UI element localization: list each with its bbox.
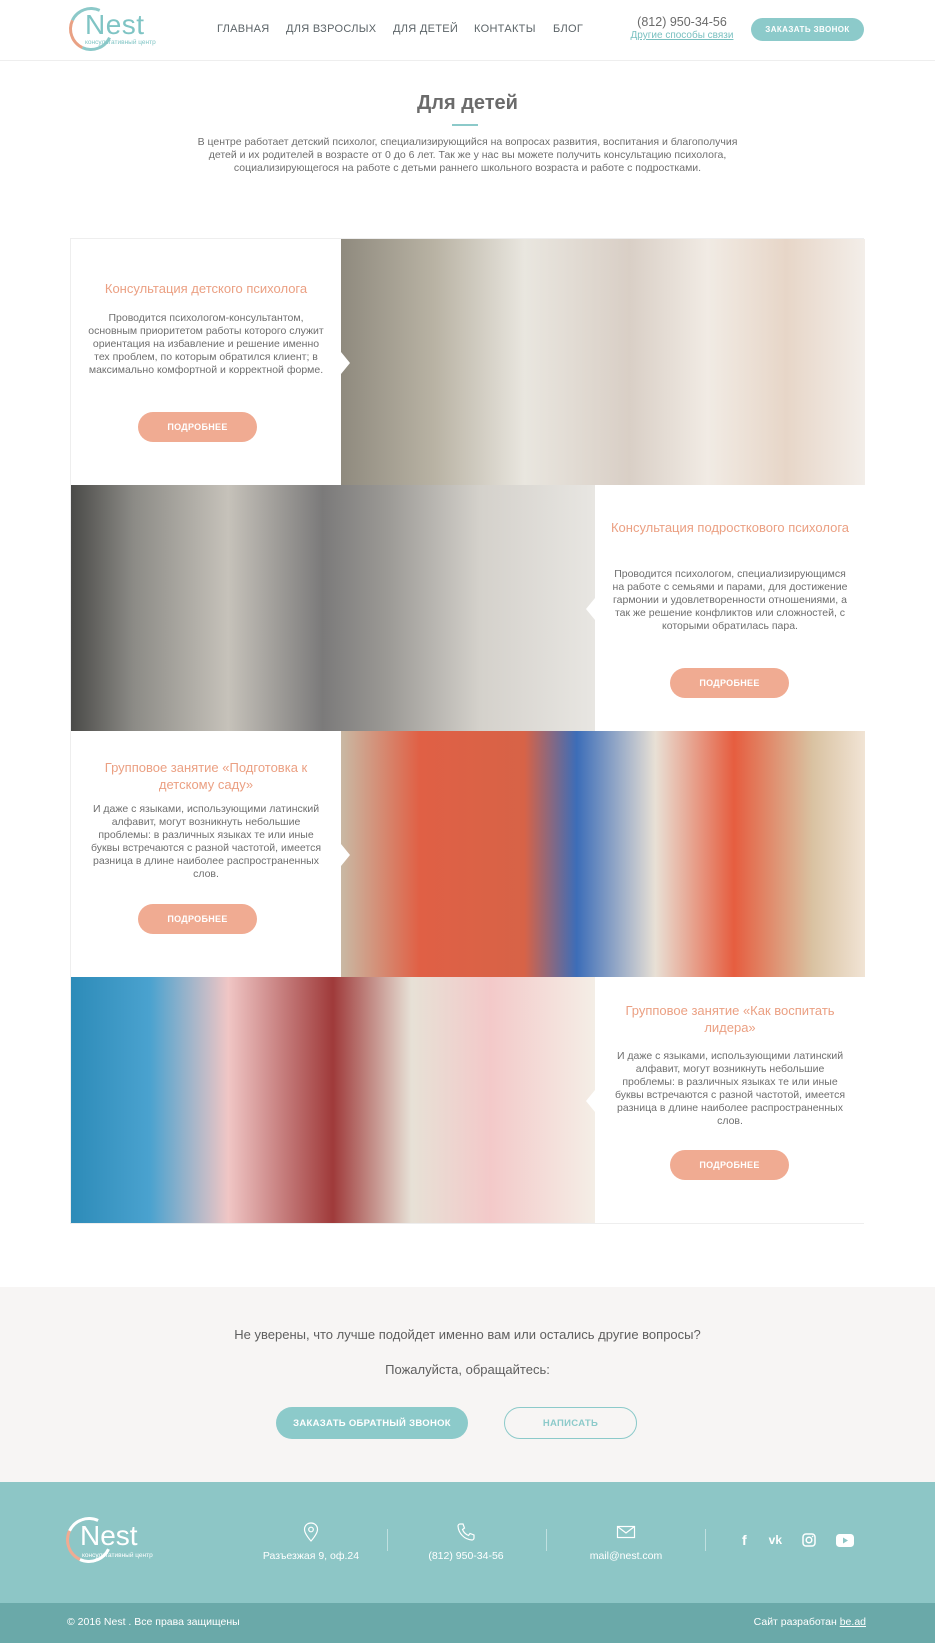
service-photo	[341, 239, 865, 485]
service-card	[71, 239, 341, 485]
pointer-arrow-icon	[586, 1090, 595, 1112]
service-row	[71, 977, 865, 1223]
other-contacts-link[interactable]: Другие способы связи	[630, 30, 734, 41]
site-header	[0, 0, 935, 61]
service-card	[595, 977, 865, 1223]
logo[interactable]	[69, 5, 169, 55]
service-description: И даже с языками, использующими латинский алфавит, могут возникнуть небольшие проблемы: в различных языках те или иные буквы встречаются с разной частотой, имеется разница в длине наиболее распространенных слов.	[614, 1050, 846, 1127]
logo-word: Nest	[80, 1520, 138, 1551]
service-row	[71, 731, 865, 977]
address-text: Разъезжая 9, оф.24	[262, 1550, 360, 1562]
service-photo	[71, 485, 595, 731]
write-button[interactable]: НАПИСАТЬ	[504, 1407, 637, 1439]
service-card	[71, 731, 341, 977]
nav-item-adults[interactable]: ДЛЯ ВЗРОСЛЫХ	[286, 23, 377, 35]
title-underline	[452, 124, 478, 126]
cta-please: Пожалуйста, обращайтесь:	[385, 1362, 550, 1377]
callback-button[interactable]: ЗАКАЗАТЬ ОБРАТНЫЙ ЗВОНОК	[276, 1407, 468, 1439]
order-call-button[interactable]: ЗАКАЗАТЬ ЗВОНОК	[751, 18, 864, 41]
service-title: Консультация подросткового психолога	[610, 520, 850, 535]
service-description: Проводится психологом-консультантом, основным приоритетом работы которого служит ориентация на избавление и решение именно тех проблем, по которым обратился клиент; в максимально комфортной и корректной форме.	[88, 312, 324, 376]
psychologist-consultation-photo	[341, 239, 865, 485]
copyright: © 2016 Nest . Все права защищены	[67, 1616, 240, 1628]
service-row	[71, 485, 865, 731]
footer-email	[551, 1522, 701, 1562]
service-title: Групповое занятие «Как воспитать лидера»	[625, 1003, 835, 1035]
page-title: Для детей	[417, 92, 518, 114]
footer-logo[interactable]	[66, 1517, 176, 1567]
logo-subtitle: консультативный центр	[82, 1552, 153, 1559]
bottom-bar	[0, 1603, 935, 1643]
cta-question: Не уверены, что лучше подойдет именно вам или остались другие вопросы?	[234, 1327, 701, 1342]
kindergarten-group-photo	[341, 731, 865, 977]
developer-prefix: Сайт разработан	[753, 1616, 837, 1628]
more-button[interactable]: ПОДРОБНЕЕ	[138, 904, 257, 934]
facebook-icon[interactable]: f	[742, 1532, 747, 1548]
pointer-arrow-icon	[586, 598, 595, 620]
social-links	[742, 1532, 854, 1548]
location-pin-icon	[303, 1522, 319, 1542]
footer-address	[236, 1522, 386, 1562]
more-button[interactable]: ПОДРОБНЕЕ	[670, 1150, 789, 1180]
footer-divider	[705, 1529, 706, 1551]
youtube-icon[interactable]	[836, 1534, 854, 1547]
nav-item-home[interactable]: ГЛАВНАЯ	[217, 23, 270, 35]
service-description: И даже с языками, использующими латинский алфавит, могут возникнуть небольшие проблемы: в различных языках те или иные буквы встречаются с разной частотой, имеется разница в длине наиболее распространенных слов.	[90, 803, 322, 880]
phone-icon	[456, 1522, 476, 1542]
nav-item-blog[interactable]: БЛОГ	[553, 23, 584, 35]
site-footer	[0, 1482, 935, 1603]
nav-item-children[interactable]: ДЛЯ ДЕТЕЙ	[393, 23, 459, 35]
email-text[interactable]: mail@nest.com	[589, 1550, 663, 1562]
services-grid	[70, 238, 864, 1224]
service-row	[71, 239, 865, 485]
nav-item-contacts[interactable]: КОНТАКТЫ	[474, 23, 536, 35]
instagram-icon[interactable]	[802, 1533, 816, 1547]
service-title: Консультация детского психолога	[104, 281, 308, 296]
pointer-arrow-icon	[341, 844, 350, 866]
service-title: Групповое занятие «Подготовка к детскому саду»	[104, 760, 308, 792]
footer-divider	[546, 1529, 547, 1551]
cta-section	[0, 1287, 935, 1482]
service-photo	[71, 977, 595, 1223]
service-description: Проводится психологом, специализирующимся на работе с семьями и парами, для достижение гармонии и удовлетворенности отношениями, а так же решение конфликтов или сложностей, с которыми обратилась пара.	[612, 568, 848, 632]
developer-link[interactable]: be.ad	[839, 1616, 866, 1628]
footer-divider	[387, 1529, 388, 1551]
developer-credit	[754, 1616, 866, 1628]
logo-word: Nest	[85, 9, 145, 40]
teen-consultation-photo	[71, 485, 595, 731]
envelope-icon	[616, 1522, 636, 1542]
leadership-group-photo	[71, 977, 595, 1223]
logo-subtitle: консультативный центр	[85, 39, 156, 46]
service-card	[595, 485, 865, 731]
service-photo	[341, 731, 865, 977]
intro-text: В центре работает детский психолог, специализирующийся на вопросах развития, воспитания и благополучия детей и их родителей в возрасте от 0 до 6 лет. Так же у нас вы можете получить консультацию психолога, социализирующегося на работе с детьми раннего школьного возраста и работе с подростками.	[197, 136, 738, 174]
vk-icon[interactable]: vk	[768, 1533, 783, 1547]
pointer-arrow-icon	[341, 352, 350, 374]
footer-phone	[391, 1522, 541, 1562]
more-button[interactable]: ПОДРОБНЕЕ	[670, 668, 789, 698]
phone-text[interactable]: (812) 950-34-56	[428, 1550, 504, 1562]
header-contacts	[622, 15, 742, 41]
more-button[interactable]: ПОДРОБНЕЕ	[138, 412, 257, 442]
header-phone[interactable]: (812) 950-34-56	[637, 15, 727, 29]
